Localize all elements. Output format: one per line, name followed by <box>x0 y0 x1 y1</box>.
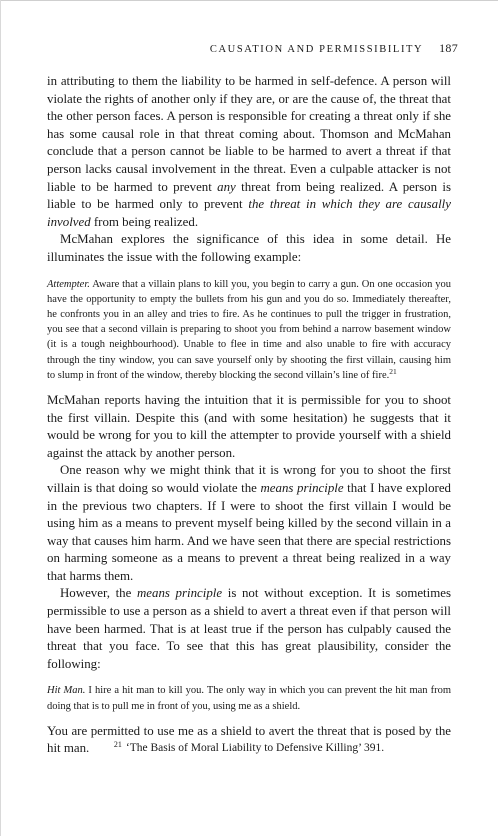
example-attempter-title: Attempter. <box>47 278 90 290</box>
paragraph-6: You are permitted to use me as a shield to avert the threat that is posed by the hit man. <box>47 723 451 756</box>
paragraph-1 <box>47 73 451 231</box>
paragraph-5 <box>47 585 451 673</box>
paragraph-4-emphasis: means principle <box>260 480 344 495</box>
paragraph-2: McMahan explores the significance of this idea in some detail. He illuminates the issue with the following example: <box>47 232 451 264</box>
example-hit-man-text: I hire a hit man to kill you. The only way in which you can prevent the hit man from doing that is to pull me in front of you, using me as a shield. <box>47 685 452 712</box>
paragraph-5-emphasis: means principle <box>136 586 223 601</box>
footnote-number: 21 <box>113 740 122 749</box>
paragraph-1-text-end: from being realized. <box>90 214 199 229</box>
paragraph-1-emphasis-any: any <box>217 179 236 194</box>
page-left-edge <box>0 0 1 836</box>
paragraph-1-emphasis: the threat in which they are causally involved <box>47 197 451 229</box>
footnote <box>0 741 498 755</box>
page-body <box>47 73 451 758</box>
example-hit-man <box>47 683 451 713</box>
example-attempter-text: Aware that a villain plans to kill you, you begin to carry a gun. On one occasion you have the opportunity to empty the bullets from his gun and you do so. Immediately thereafter, he confronts you in an alley and tries to fire. As he continues to pull the trigger in frustration, you see that a second villain is preparing to shoot you from behind a narrow basement window (it is a tough neighbourhood). Unable to flee in time and also unable to fire with accuracy through the tiny window, you can save yourself only by shooting the first villain, causing him to slump in front of the window, thereby blocking the second villain’s line of fire. <box>47 278 451 381</box>
page-number: 187 <box>439 41 458 55</box>
paragraph-1-text: in attributing to them the liability to be harmed in self-defence. A person will violate the rights of another only if they are, or are the cause of, the threat that the other person faces. A person is responsible for creating a threat only if she has some causal role in that threat coming about. Thomson and McMahan conclude that a person cannot be liable to be harmed to avert a threat if that person lacks causal involvement in the threat. Even a culpable attacker is not liable to be harmed to prevent <box>47 74 451 194</box>
paragraph-3: McMahan reports having the intuition that it is permissible for you to shoot the first villain. Despite this (and with some hesitation) he suggests that it would be wrong for you to kill the attempter to provide yourself with a shield against the attack by another person. <box>47 392 451 460</box>
example-hit-man-title: Hit Man. <box>47 685 86 697</box>
footnote-marker[interactable]: 21 <box>389 366 397 376</box>
paragraph-4-text-end: that I have explored in the previous two chapters. If I were to shoot the first villain I would be using him as a means to prevent myself being killed by the second villain in a way that causes him harm. And we have seen that there are special restrictions on harming someone as a means to prevent a threat being realized in a way that harms them. <box>47 480 452 583</box>
running-header <box>210 41 458 56</box>
example-attempter <box>47 277 451 383</box>
paragraph-5-text: However, the <box>60 586 137 601</box>
running-title: CAUSATION AND PERMISSIBILITY <box>209 44 423 55</box>
paragraph-1-text-mid: threat from being realized. A person is liable to be harmed only to prevent <box>47 179 451 212</box>
paragraph-4-text: One reason why we might think that it is wrong for you to shoot the first villain is that doing so would violate the <box>47 463 451 495</box>
paragraph-4 <box>47 462 451 585</box>
paragraph-5-text-end: is not without exception. It is sometimes permissible to use a person as a shield to avert a threat even if that person will have been harmed. That is at least true if the person has culpably caused the threat that you face. To see that this has great plausibility, consider the following: <box>47 586 451 671</box>
footnote-text: ‘The Basis of Moral Liability to Defensive Killing’ 391. <box>125 742 385 754</box>
page-top-edge <box>0 0 498 1</box>
